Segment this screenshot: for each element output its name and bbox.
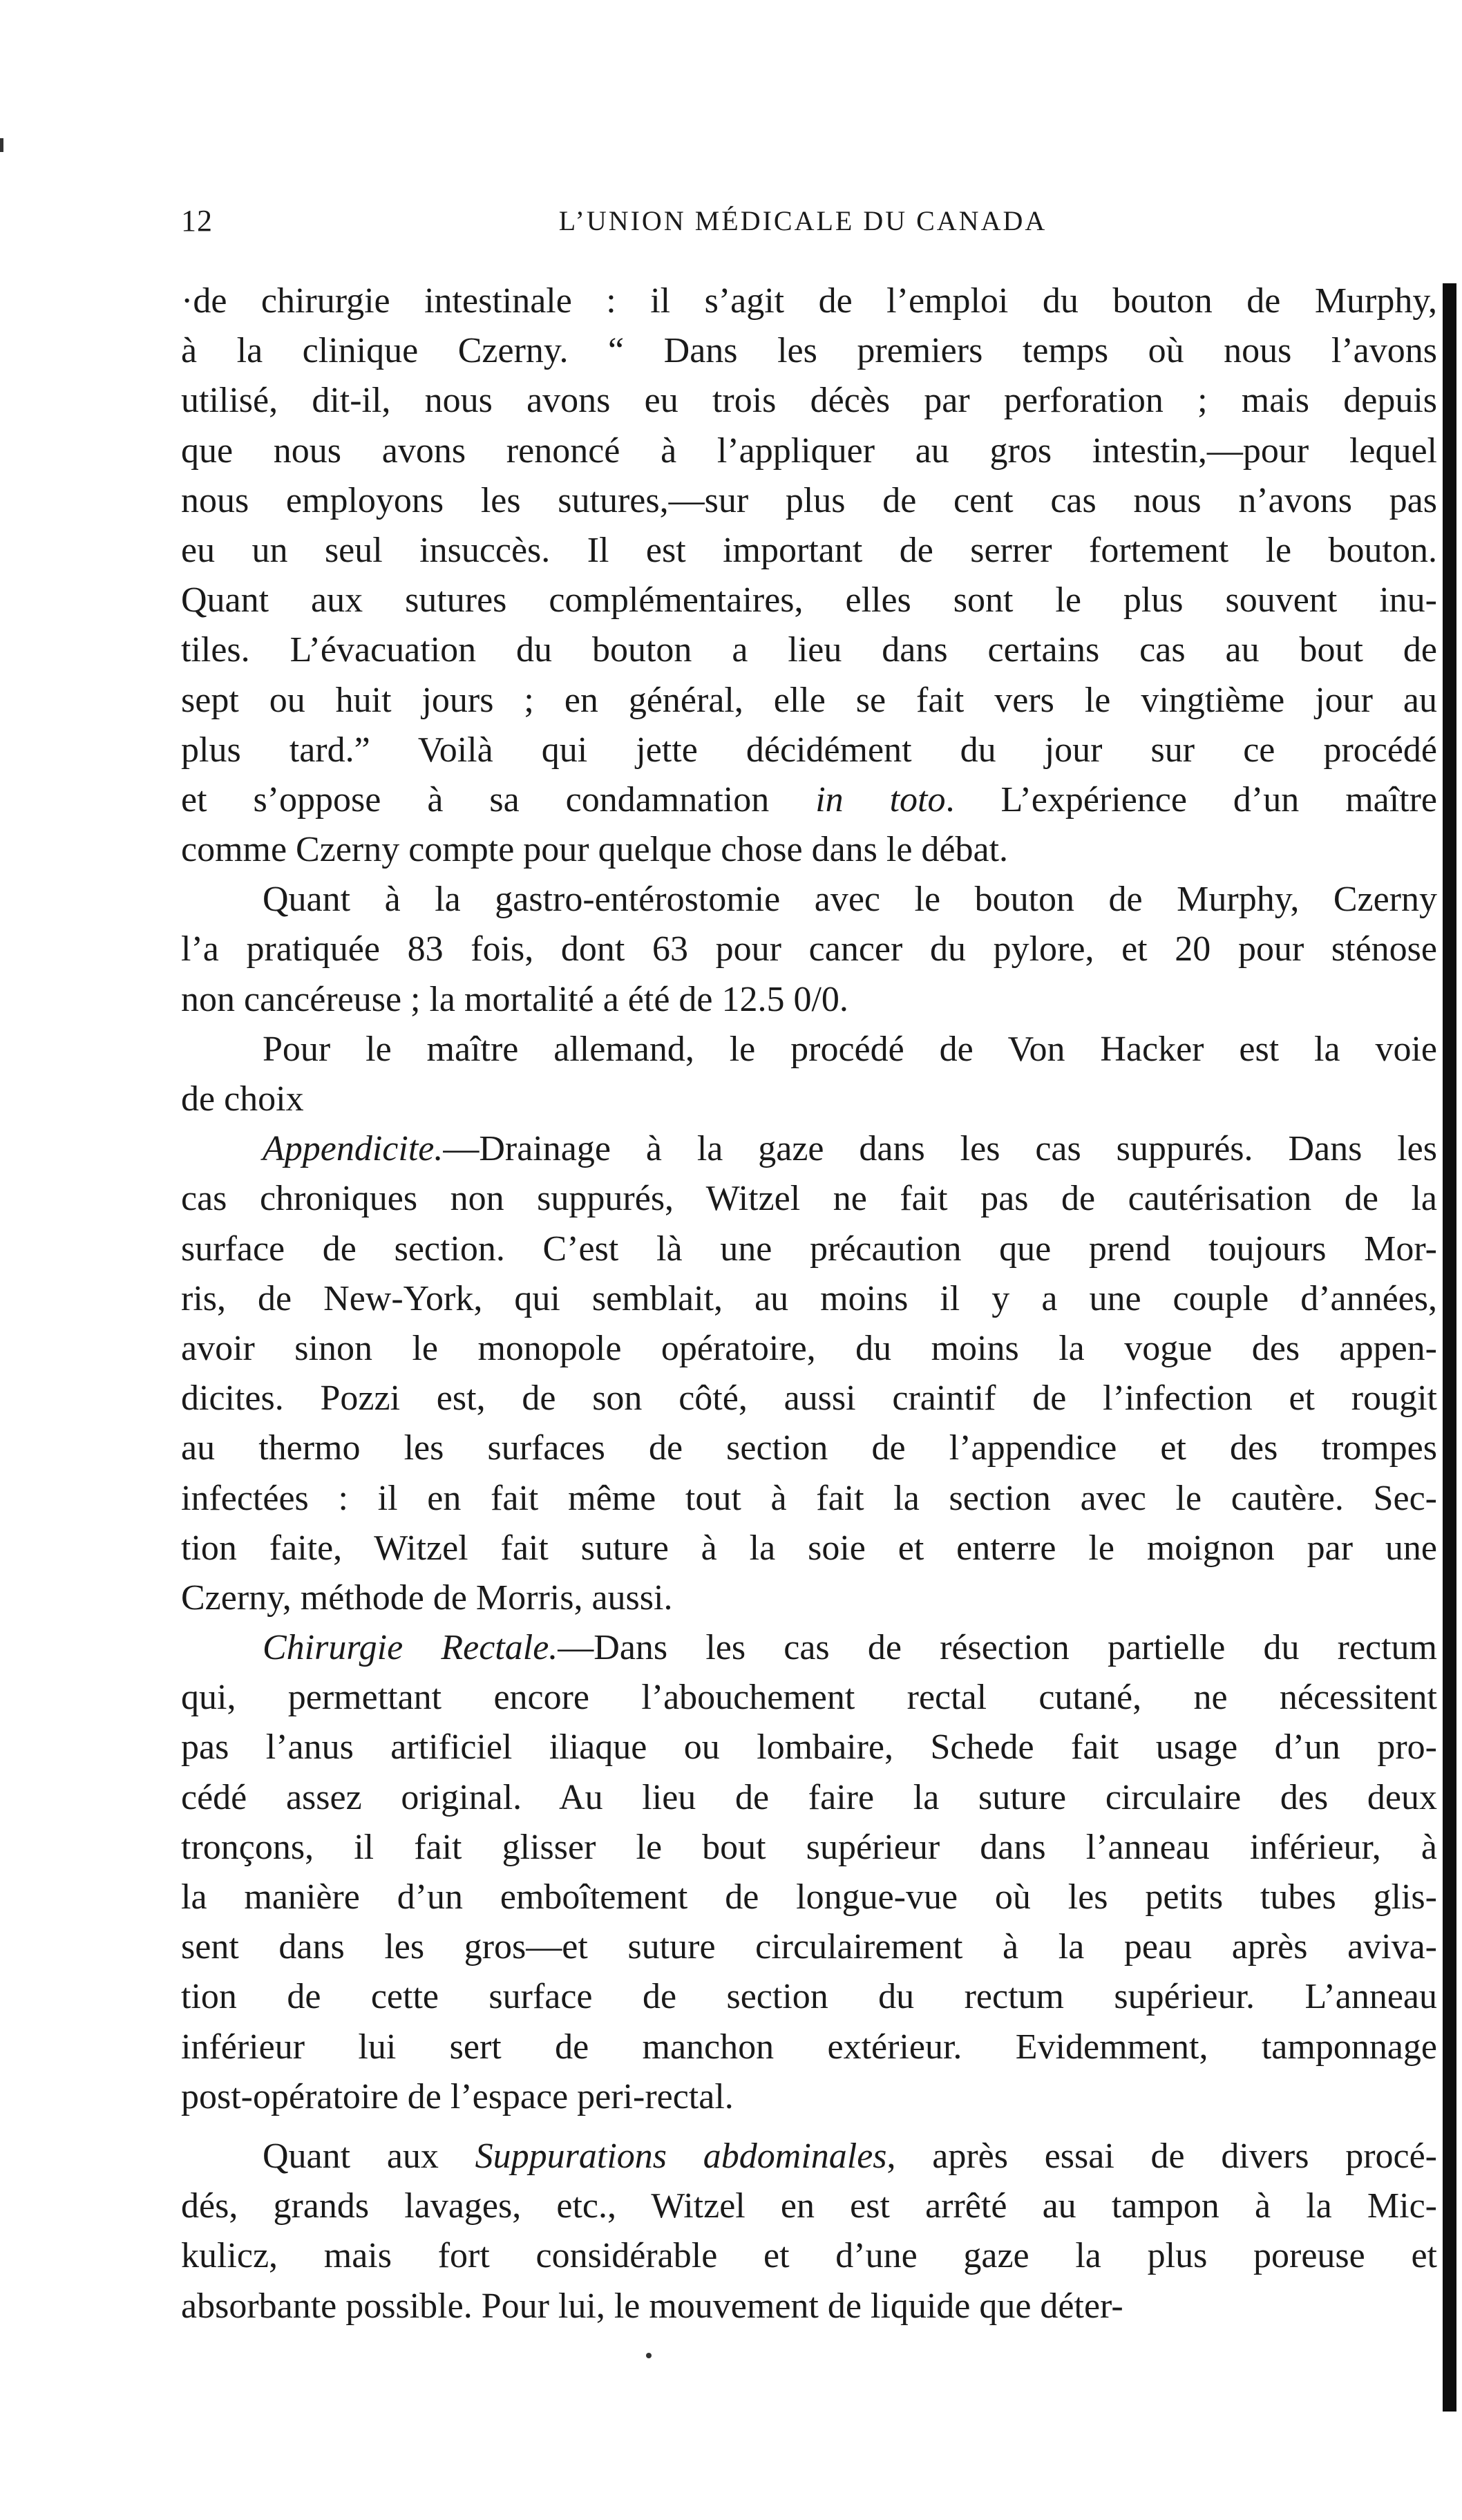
text-segment: plus tard.” Voilà qui jette décidément du jour sur ce procédé [181,730,1437,770]
text-line [181,1673,1437,1723]
italic-term: Chirurgie Rectale. [263,1628,558,1668]
text-segment: ·de chirurgie intestinale : il s’agit de l’emploi du bouton de Murphy, [181,281,1437,321]
text-line [181,476,1437,526]
text-segment: tronçons, il fait glisser le bout supérieur dans l’anneau inférieur, à [181,1827,1437,1867]
text-line [181,2132,1437,2181]
text-line [181,1074,1437,1124]
scan-edge-bar [1443,283,1456,2412]
paragraph-gap [181,2122,1437,2132]
text-line [181,625,1437,675]
text-line [181,2181,1437,2231]
text-line [181,1274,1437,1324]
text-line [181,2231,1437,2281]
page-header [181,200,1425,242]
text-line [181,526,1437,576]
text-segment: —Drainage à la gaze dans les cas suppurés. Dans les [443,1129,1437,1169]
text-line [181,1174,1437,1224]
text-line [181,1324,1437,1374]
text-segment: Czerny, méthode de Morris, aussi. [181,1578,673,1618]
text-line [181,1922,1437,1972]
text-segment: , après essai de divers procé- [886,2136,1437,2176]
text-segment: la manière d’un emboîtement de longue-vue où les petits tubes glis- [181,1877,1437,1917]
text-line [181,676,1437,726]
text-line [181,2022,1437,2072]
text-line [181,875,1437,925]
text-segment: Quant aux [263,2136,475,2176]
text-segment: Quant à la gastro-entérostomie avec le bouton de Murphy, Czerny [263,880,1437,920]
text-segment: que nous avons renoncé à l’appliquer au gros intestin,—pour lequel [181,430,1437,471]
text-segment: tion faite, Witzel fait suture à la soie et enterre le moignon par une [181,1528,1437,1568]
text-segment: sent dans les gros—et suture circulairement à la peau après aviva- [181,1927,1437,1967]
text-line [181,2072,1437,2122]
text-segment: surface de section. C’est là une précaution que prend toujours Mor- [181,1229,1437,1269]
text-segment: tion de cette surface de section du rectum supérieur. L’anneau [181,1977,1437,2017]
text-line [181,276,1437,326]
text-line [181,775,1437,825]
text-segment: cédé assez original. Au lieu de faire la suture circulaire des deux [181,1777,1437,1817]
text-segment: sept ou huit jours ; en général, elle se fait vers le vingtième jour au [181,680,1437,720]
italic-term: Suppurations abdominales [475,2136,887,2176]
text-segment: dés, grands lavages, etc., Witzel en est arrêté au tampon à la Mic- [181,2186,1437,2226]
text-line [181,1524,1437,1573]
text-segment: pas l’anus artificiel iliaque ou lombaire, Schede fait usage d’un pro- [181,1727,1437,1768]
text-line [181,1474,1437,1524]
text-segment: inférieur lui sert de manchon extérieur. Evidemment, tamponnage [181,2027,1437,2067]
text-line [181,1972,1437,2022]
text-line [181,1723,1437,1772]
text-segment: à la clinique Czerny. “ Dans les premiers temps où nous l’avons [181,331,1437,371]
text-line [181,1124,1437,1174]
text-segment: au thermo les surfaces de section de l’appendice et des trompes [181,1428,1437,1468]
text-line [181,1374,1437,1423]
text-line [181,1573,1437,1623]
text-segment: et s’oppose à sa condamnation [181,779,816,820]
italic-term: in toto [815,779,946,820]
text-line [181,925,1437,974]
text-segment: infectées : il en fait même tout à fait la section avec le cautère. Sec- [181,1478,1437,1518]
text-line [181,825,1437,875]
text-segment: dicites. Pozzi est, de son côté, aussi craintif de l’infection et rougit [181,1379,1437,1419]
text-segment: ris, de New-York, qui semblait, au moins il y a une couple d’années, [181,1278,1437,1318]
text-line [181,1224,1437,1274]
text-segment: . L’expérience d’un maître [945,779,1437,820]
running-title: L’UNION MÉDICALE DU CANADA [558,205,1047,236]
scan-dot [646,2353,652,2358]
text-segment: eu un seul insuccès. Il est important de serrer fortement le bouton. [181,530,1437,570]
text-line [181,726,1437,775]
text-segment: l’a pratiquée 83 fois, dont 63 pour cancer du pylore, et 20 pour sténose [181,929,1437,969]
text-segment: cas chroniques non suppurés, Witzel ne fait pas de cautérisation de la [181,1179,1437,1219]
text-line [181,1773,1437,1823]
text-segment: —Dans les cas de résection partielle du rectum [558,1628,1437,1668]
text-line [181,426,1437,476]
text-line [181,376,1437,426]
text-segment: Quant aux sutures complémentaires, elles sont le plus souvent inu- [181,580,1437,620]
text-line [181,2282,1437,2331]
text-segment: de choix [181,1079,304,1119]
text-segment: comme Czerny compte pour quelque chose dans le débat. [181,830,1009,870]
italic-term: Appendicite. [263,1129,444,1169]
text-line [181,1025,1437,1074]
text-segment: avoir sinon le monopole opératoire, du moins la vogue des appen- [181,1328,1437,1368]
text-segment: absorbante possible. Pour lui, le mouvement de liquide que déter- [181,2286,1123,2326]
text-segment: qui, permettant encore l’abouchement rectal cutané, ne nécessitent [181,1678,1437,1718]
text-line [181,576,1437,625]
text-line [181,1873,1437,1922]
text-line [181,1423,1437,1473]
text-segment: utilisé, dit-il, nous avons eu trois décès par perforation ; mais depuis [181,381,1437,421]
text-line [181,975,1437,1025]
text-segment: nous employons les sutures,—sur plus de cent cas nous n’avons pas [181,480,1437,520]
text-segment: tiles. L’évacuation du bouton a lieu dans certains cas au bout de [181,630,1437,670]
text-segment: non cancéreuse ; la mortalité a été de 12.5 0/0. [181,979,848,1019]
text-segment: Pour le maître allemand, le procédé de Von Hacker est la voie [263,1029,1437,1069]
text-line [181,1623,1437,1673]
page-number: 12 [181,204,213,238]
text-segment: kulicz, mais fort considérable et d’une gaze la plus poreuse et [181,2236,1437,2276]
text-segment: post-opératoire de l’espace peri-rectal. [181,2076,734,2116]
text-line [181,1823,1437,1873]
scan-mark [0,138,3,152]
text-line [181,326,1437,376]
body-text [181,276,1437,2331]
